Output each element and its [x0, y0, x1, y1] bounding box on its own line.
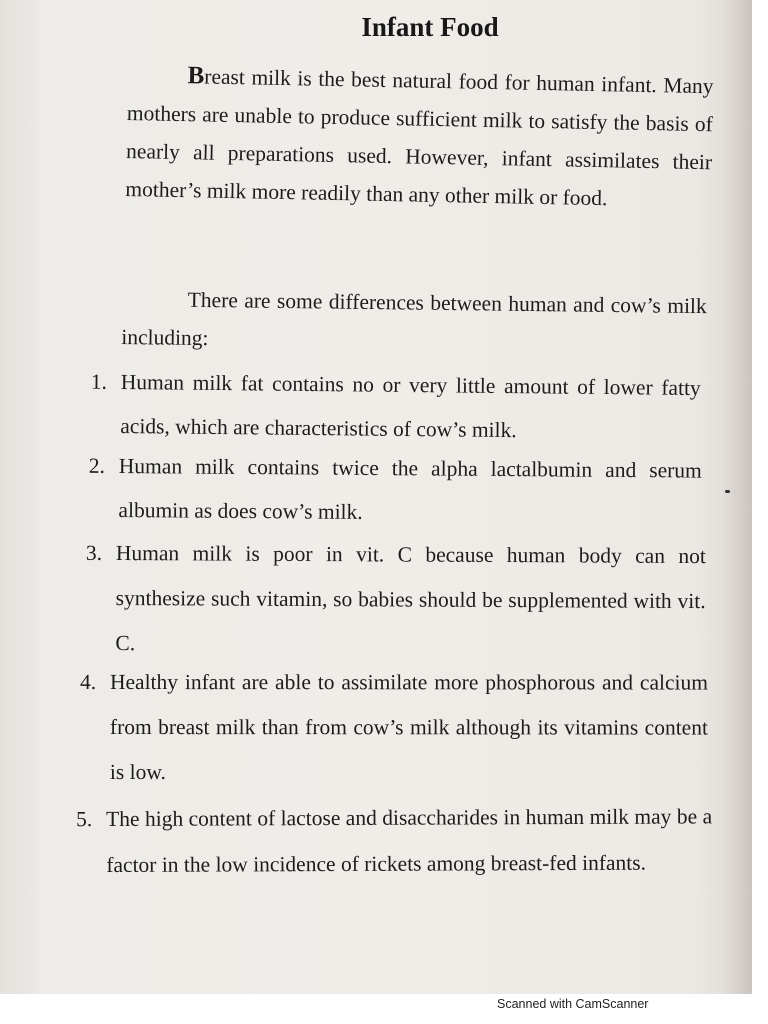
list-item-number: 4.	[79, 669, 97, 694]
list-item	[88, 444, 702, 537]
differences-paragraph	[121, 280, 707, 363]
intro-paragraph-text: reast milk is the best natural food for human infant. Many mothers are unable to produce sufficient milk to satisfy the basis of nearly all preparations used. However, infant assimilates their mother’s milk more readily than any other milk or food.	[125, 64, 714, 211]
page-title: Infant Food	[361, 12, 499, 42]
differences-paragraph-text: There are some differences between human and cow’s milk including:	[121, 287, 707, 351]
list-item	[79, 660, 708, 796]
list-item	[85, 531, 706, 669]
list-item-text: Healthy infant are able to assimilate more phosphorous and calcium from breast milk than from cow’s milk although its vitamins content is low.	[109, 670, 708, 785]
ink-speck	[725, 490, 730, 493]
dropcap-letter: B	[187, 62, 205, 90]
list-item-number: 5.	[76, 807, 93, 832]
list-item-text: Human milk fat contains no or very little amount of lower fatty acids, which are characteristics of cow’s milk.	[120, 369, 701, 443]
list-item-number: 3.	[85, 540, 103, 565]
list-item	[76, 793, 713, 888]
list-item-number: 2.	[88, 453, 106, 478]
list-item-number: 1.	[90, 369, 108, 394]
scanner-watermark: Scanned with CamScanner	[497, 997, 649, 1011]
list-item-text: The high content of lactose and disaccharides in human milk may be a factor in the low incidence of rickets among breast-fed infants.	[106, 804, 713, 877]
page-edge-shadow	[722, 0, 752, 994]
list-item-text: Human milk contains twice the alpha lactalbumin and serum albumin as does cow’s milk.	[118, 453, 702, 524]
intro-paragraph	[125, 56, 714, 219]
list-item-text: Human milk is poor in vit. C because human body can not synthesize such vitamin, so babies should be supplemented with vit. C.	[115, 540, 706, 656]
list-item	[90, 360, 701, 454]
